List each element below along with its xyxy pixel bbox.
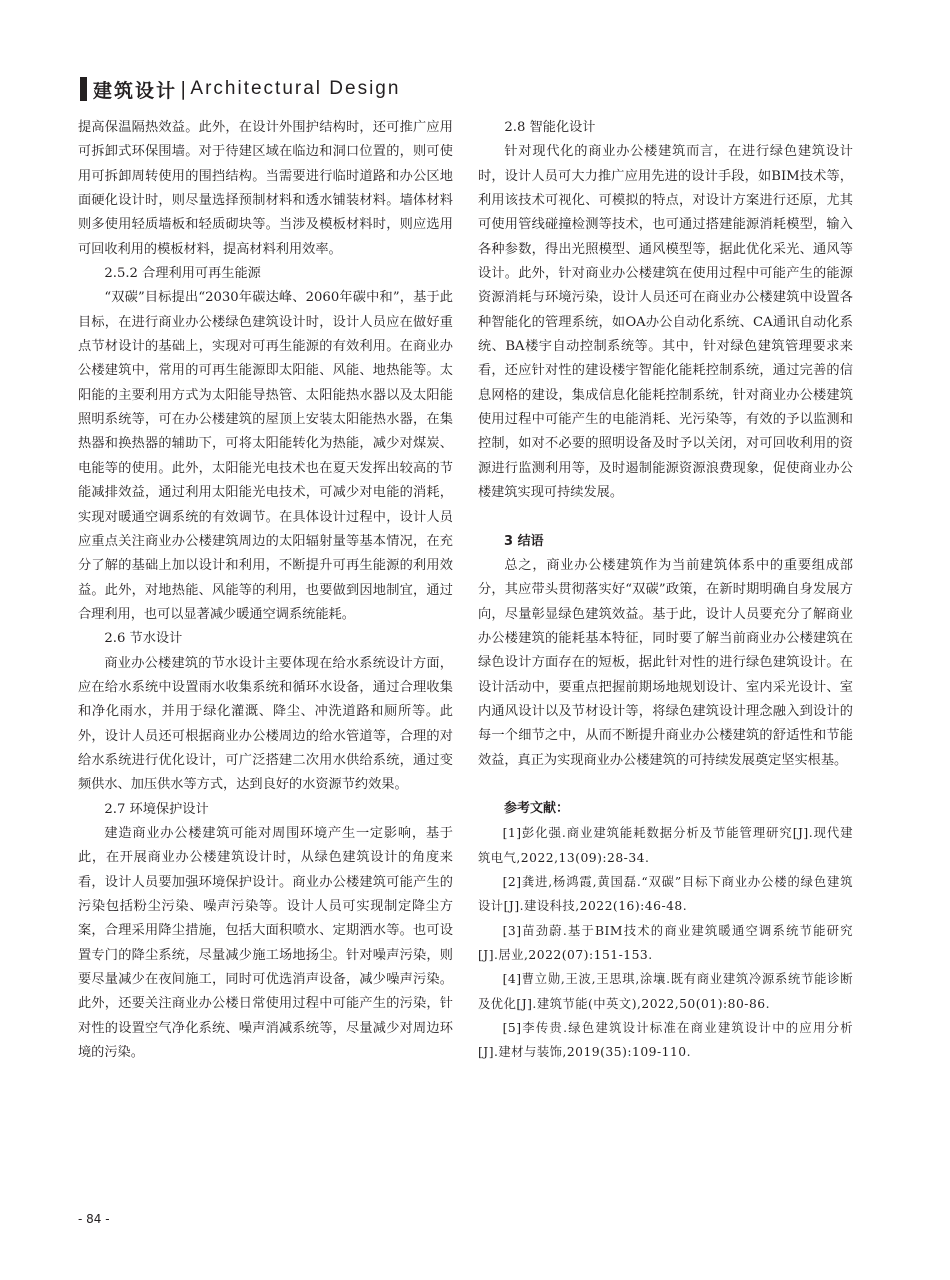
section-heading-3: 3 结语 xyxy=(504,533,544,549)
header-title-en: Architectural Design xyxy=(190,78,401,99)
reference-item: [5]李传贵.绿色建筑设计标准在商业建筑设计中的应用分析[J].建材与装饰,2019(35):109-110. xyxy=(478,1021,853,1060)
paragraph-water-saving: 商业办公楼建筑的节水设计主要体现在给水系统设计方面，应在给水系统中设置雨水收集系统和循环水设备，通过合理收集和净化雨水，并用于绿化灌溉、降尘、冲洗道路和厕所等。此外，设计人员还可根据商业办公楼周边的给水管道等，合理的对给水系统进行优化设计，可广泛搭建二次用水供给系统，通过变频供水、加压供水等方式，达到良好的水资源节约效果。 xyxy=(78,655,453,793)
reference-item: [2]龚进,杨鸿霞,黄国磊.“双碳”目标下商业办公楼的绿色建筑设计[J].建设科技,2022(16):46-48. xyxy=(478,874,853,914)
right-column xyxy=(478,116,853,1065)
section-heading-2-6: 2.6 节水设计 xyxy=(104,631,183,647)
left-column xyxy=(78,116,453,1065)
reference-item: [3]苗劲蔚.基于BIM技术的商业建筑暖通空调系统节能研究[J].居业,2022(07):151-153. xyxy=(478,923,853,962)
spacer xyxy=(478,773,853,797)
paragraph-renewable-energy: “双碳”目标提出“2030年碳达峰、2060年碳中和”，基于此目标，在进行商业办公楼绿色建筑设计时，设计人员应在做好重点节材设计的基础上，实现对可再生能源的有效利用。在商业办公楼建筑中，常用的可再生能源即太阳能、风能、地热能等。太阳能的主要利用方式为太阳能导热管、太阳能热水器以及太阳能照明系统等，可在办公楼建筑的屋顶上安装太阳能热水器，在集热器和换热器的辅助下，可将太阳能转化为热能，减少对煤炭、电能等的使用。此外，太阳能光电技术也在夏天发挥出较高的节能减排效益，通过利用太阳能光电技术，可减少对电能的消耗，实现对暖通空调系统的有效调节。在具体设计过程中，设计人员应重点关注商业办公楼建筑周边的太阳辐射量等基本情况，在充分了解的基础上加以设计和利用，不断提升可再生能源的利用效益。此外，对地热能、风能等的利用，也要做到因地制宜，通过合理利用，也可以显著减少暖通空调系统能耗。 xyxy=(78,290,453,622)
section-heading-2-8: 2.8 智能化设计 xyxy=(504,120,596,135)
paragraph-conclusion: 总之，商业办公楼建筑作为当前建筑体系中的重要组成部分，其应带头贯彻落实好“双碳”政策，在新时期明确自身发展方向，尽量彰显绿色建筑效益。基于此，设计人员要充分了解商业办公楼建筑的能耗基本特征，同时要了解当前商业办公楼建筑在绿色设计方面存在的短板，据此针对性的进行绿色建筑设计。在设计活动中，要重点把握前期场地规划设计、室内采光设计、室内通风设计以及节材设计等，将绿色建筑设计理念融入到设计的每一个细节之中，从而不断提升商业办公楼建筑的舒适性和节能效益，真正为实现商业办公楼建筑的可持续发展奠定坚实根基。 xyxy=(478,557,853,768)
section-heading-2-7: 2.7 环境保护设计 xyxy=(104,801,209,817)
section-heading-2-5-2: 2.5.2 合理利用可再生能源 xyxy=(104,266,261,282)
paragraph-material-continued: 提高保温隔热效益。此外，在设计外围护结构时，还可推广应用可拆卸式环保围墙。对于待建区域在临边和洞口位置的，则可使用可拆卸周转使用的围挡结构。当需要进行临时道路和办公区地面硬化设计时，则尽量选择预制材料和透水铺装材料。墙体材料则多使用轻质墙板和轻质砌块等。当涉及模板材料时，则应选用可回收利用的模板材料，提高材料利用效率。 xyxy=(78,120,453,257)
paragraph-intelligent-design: 针对现代化的商业办公楼建筑而言，在进行绿色建筑设计时，设计人员可大力推广应用先进的设计手段，如BIM技术等，利用该技术可视化、可模拟的特点，对设计方案进行还原，尤其可使用管线碰撞检测等技术，也可通过搭建能源消耗模型，输入各种参数，得出光照模型、通风模型等，据此优化采光、通风等设计。此外，针对商业办公楼建筑在使用过程中可能产生的能源资源消耗与环境污染，设计人员还可在商业办公楼建筑中设置各种智能化的管理系统，如OA办公自动化系统、CA通讯自动化系统、BA楼宇自动控制系统等。其中，针对绿色建筑管理要求来看，还应针对性的建设楼宇智能化能耗控制系统，通过完善的信息网格的建设，集成信息化能耗控制系统，针对商业办公楼建筑使用过程中可能产生的电能消耗、光污染等，有效的予以监测和控制，如对不必要的照明设备及时予以关闭，对可回收利用的资源进行监测利用等，及时遏制能源资源浪费现象，促使商业办公楼建筑实现可持续发展。 xyxy=(478,144,853,501)
spacer xyxy=(478,506,853,530)
page-number: - 84 - xyxy=(78,1212,110,1226)
paragraph-environment: 建造商业办公楼建筑可能对周围环境产生一定影响，基于此，在开展商业办公楼建筑设计时，从绿色建筑设计的角度来看，设计人员要加强环境保护设计。商业办公楼建筑可能产生的污染包括粉尘污染、噪声污染等。设计人员可实现制定降尘方案，合理采用降尘措施，包括大面积喷水、定期洒水等。也可设置专门的降尘系统，尽量减少施工场地扬尘。针对噪声污染，则要尽量减少在夜间施工，同时可优选消声设备，减少噪声污染。此外，还要关注商业办公楼日常使用过程中可能产生的污染，针对性的设置空气净化系统、噪声消减系统等，尽量减少对周边环境的污染。 xyxy=(78,825,453,1061)
reference-item: [4]曹立勋,王波,王思琪,涂壤.既有商业建筑冷源系统节能诊断及优化[J].建筑节能(中英文),2022,50(01):80-86. xyxy=(478,972,853,1011)
references-title: 参考文献： xyxy=(504,800,570,816)
header-title-cn: 建筑设计 xyxy=(93,79,178,102)
header-bar xyxy=(80,77,87,101)
reference-item: [1]彭化强.商业建筑能耗数据分析及节能管理研究[J].现代建筑电气,2022,13(09):28-34. xyxy=(478,826,853,865)
journal-header xyxy=(80,75,400,103)
header-separator: | xyxy=(180,78,187,100)
